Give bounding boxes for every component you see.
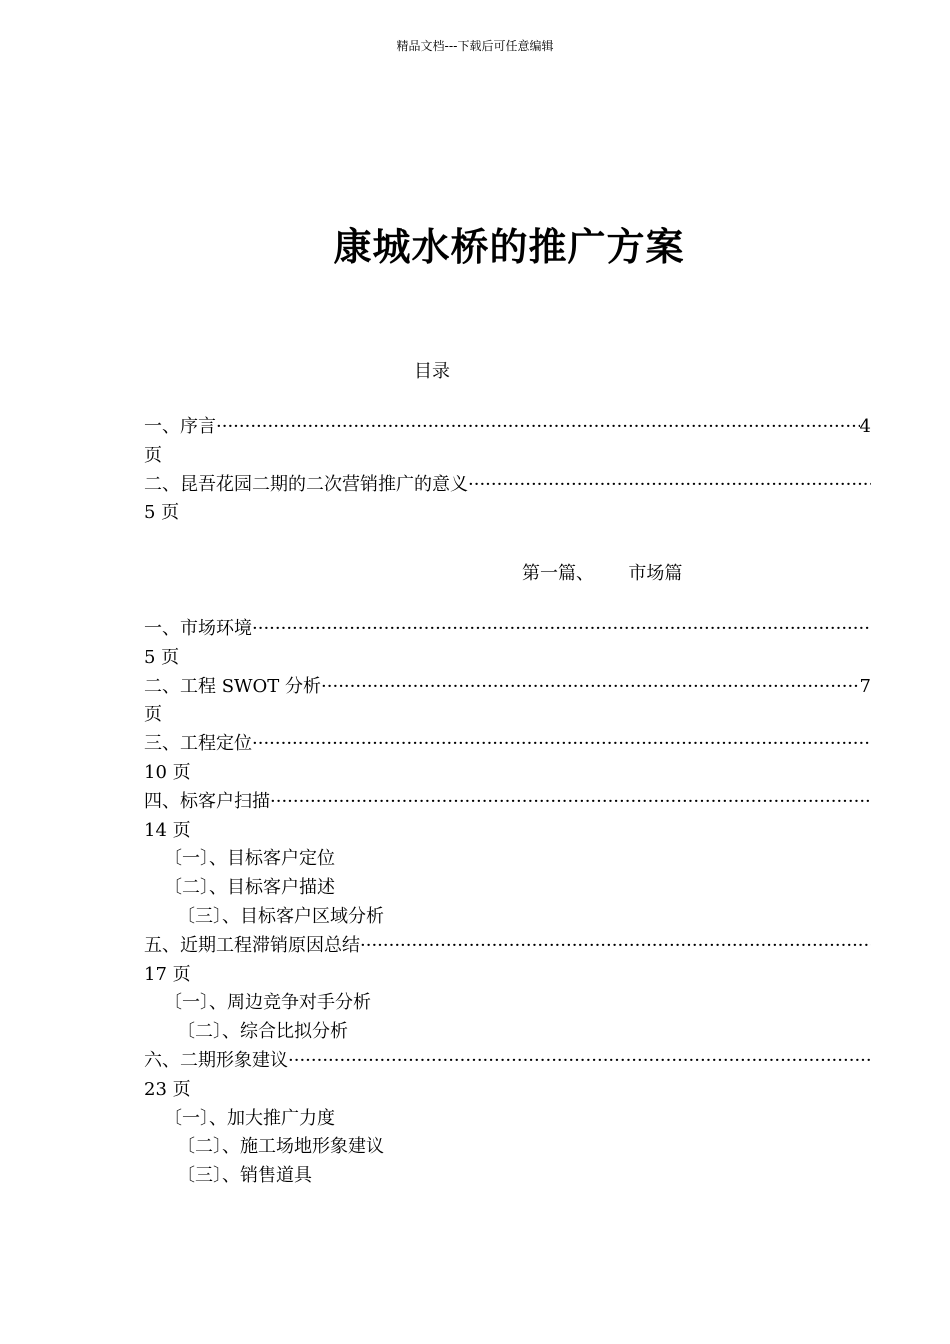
toc-subentry[interactable]: 〔一〕、加大推广力度	[164, 1107, 335, 1129]
toc-entry-page: 页	[144, 444, 162, 466]
toc-entry[interactable]	[144, 730, 871, 759]
toc-leader-dots	[321, 673, 860, 702]
document-title: 康城水桥的推广方案	[333, 224, 685, 269]
page-header: 精品文档---下载后可任意编辑	[396, 39, 554, 53]
toc-subentry[interactable]: 〔二〕、施工场地形象建议	[177, 1136, 384, 1158]
toc-leader-dots	[288, 1047, 871, 1076]
toc-entry-page: 14 页	[144, 819, 191, 841]
toc-leader-dots	[270, 788, 871, 817]
toc-entry-page: 页	[144, 704, 162, 726]
toc-entry-page: 5 页	[144, 646, 180, 668]
toc-entry-label: 六、二期形象建议	[144, 1049, 288, 1071]
toc-market-list	[144, 615, 871, 1191]
toc-entry[interactable]	[144, 615, 871, 644]
toc-leader-dots	[252, 615, 871, 644]
toc-entry-page: 5 页	[144, 502, 180, 524]
toc-intro-list	[144, 413, 871, 528]
toc-entry-page-number: 7	[859, 675, 871, 697]
toc-entry[interactable]	[144, 788, 871, 817]
toc-heading: 目录	[414, 361, 450, 382]
toc-leader-dots	[252, 730, 871, 759]
toc-entry[interactable]	[144, 1047, 871, 1076]
toc-entry[interactable]	[144, 673, 871, 702]
toc-entry-page: 10 页	[144, 761, 191, 783]
toc-entry-label: 二、工程 SWOT 分析	[144, 675, 322, 697]
toc-subentry[interactable]: 〔一〕、周边竞争对手分析	[164, 992, 371, 1014]
toc-entry[interactable]	[144, 413, 871, 442]
toc-entry-label: 二、昆吾花园二期的二次营销推广的意义	[144, 473, 468, 495]
toc-subentry[interactable]: 〔三〕、目标客户区域分析	[177, 905, 384, 927]
toc-subentry[interactable]: 〔二〕、目标客户描述	[164, 877, 335, 899]
toc-subentry[interactable]: 〔二〕、综合比拟分析	[177, 1021, 348, 1043]
toc-subentry[interactable]: 〔一〕、目标客户定位	[164, 848, 335, 870]
toc-entry-page-number: 4	[859, 416, 871, 437]
toc-entry-page: 17 页	[144, 963, 191, 985]
toc-entry-label: 五、近期工程滞销原因总结	[144, 934, 360, 956]
toc-entry-label: 三、工程定位	[144, 733, 252, 755]
toc-subentry[interactable]: 〔三〕、销售道具	[177, 1165, 312, 1187]
toc-entry-page: 23 页	[144, 1078, 191, 1100]
toc-entry-label: 一、序言	[144, 416, 216, 437]
toc-leader-dots	[468, 471, 871, 500]
toc-leader-dots	[216, 413, 860, 442]
section-heading: 第一篇、 市场篇	[522, 563, 683, 584]
toc-leader-dots	[360, 932, 871, 961]
toc-entry-label: 一、市场环境	[144, 618, 252, 639]
toc-entry-label: 四、标客户扫描	[144, 790, 270, 812]
toc-entry[interactable]	[144, 471, 871, 500]
toc-entry[interactable]	[144, 932, 871, 961]
